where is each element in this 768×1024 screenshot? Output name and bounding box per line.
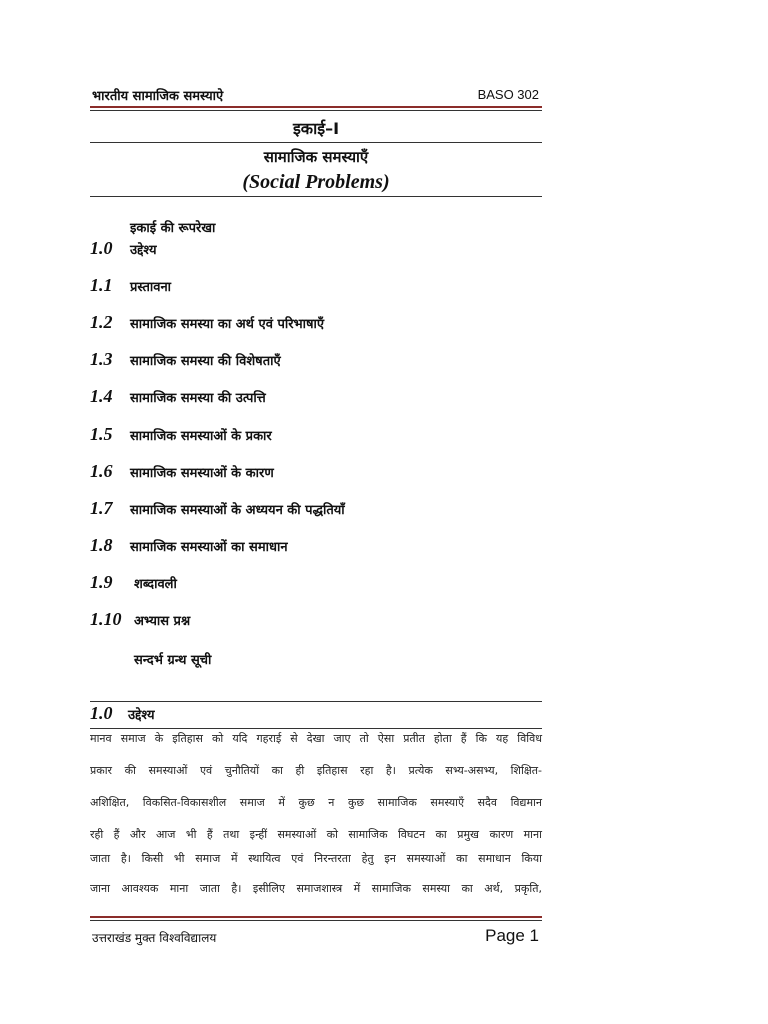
outline-item-label: सामाजिक समस्या की उत्पत्ति: [130, 391, 266, 406]
header-rule-red: [90, 106, 542, 108]
outline-item-label: उद्देश्य: [130, 243, 157, 258]
paragraph-line: अशिक्षित, विकसित-विकासशील समाज में कुछ न कुछ सामाजिक समस्याएँ सदैव विद्यमान: [90, 796, 542, 809]
outline-item-number: 1.3: [90, 349, 113, 369]
paragraph-line: जाता है। किसी भी समाज में स्थायित्व एवं निरन्तरता हेतु इन समस्याओं का समाधान किया: [90, 852, 542, 865]
outline-item-label: शब्दावली: [134, 577, 177, 592]
outline-item-label: सामाजिक समस्याओं के कारण: [130, 466, 274, 481]
outline-item: [90, 386, 266, 410]
references-heading: सन्दर्भ ग्रन्थ सूची: [134, 653, 212, 668]
section-heading: [90, 703, 154, 724]
outline-item-label: सामाजिक समस्या का अर्थ एवं परिभाषाएँ: [130, 317, 325, 332]
footer-rule-red: [90, 916, 542, 918]
outline-item-number: 1.5: [90, 424, 113, 444]
outline-item-number: 1.4: [90, 386, 113, 406]
paragraph-line: प्रकार की समस्याओं एवं चुनौतियों का ही इतिहास रहा है। प्रत्येक सभ्य-असभ्य, शिक्षित-: [90, 764, 542, 777]
unit-title: इकाई–I: [292, 119, 340, 138]
section-title: उद्देश्य: [128, 708, 155, 723]
paragraph-line: जाना आवश्यक माना जाता है। इसीलिए समाजशास्त्र में सामाजिक समस्या का अर्थ, प्रकृति,: [90, 882, 542, 895]
section-number: 1.0: [90, 703, 113, 723]
outline-item: [90, 312, 324, 336]
outline-item: [90, 275, 171, 299]
outline-item-label: प्रस्तावना: [130, 280, 172, 295]
outline-item-label: सामाजिक समस्याओं का समाधान: [130, 540, 288, 555]
running-header-code: BASO 302: [477, 87, 539, 102]
paragraph-line: रही हैं और आज भी हैं तथा इन्हीं समस्याओं को सामाजिक विघटन का प्रमुख कारण माना: [90, 828, 542, 841]
outline-item: [90, 238, 156, 262]
outline-heading: इकाई की रूपरेखा: [130, 221, 216, 236]
outline-item-number: 1.6: [90, 461, 113, 481]
outline-item-number: 1.10: [90, 609, 122, 629]
outline-item: [90, 349, 281, 373]
section-rule-bottom: [90, 728, 542, 729]
section-rule-top: [90, 701, 542, 702]
outline-item-number: 1.1: [90, 275, 113, 295]
outline-item-number: 1.2: [90, 312, 113, 332]
footer-university: उत्तराखंड मुक्त विश्वविद्यालय: [92, 931, 217, 945]
outline-item-number: 1.8: [90, 535, 113, 555]
outline-item-number: 1.9: [90, 572, 113, 592]
outline-item: [90, 609, 190, 633]
header-rule-dark: [90, 110, 542, 111]
outline-item-label: सामाजिक समस्या की विशेषताएँ: [130, 354, 281, 369]
outline-item: [90, 424, 272, 448]
outline-item: [90, 498, 345, 522]
paragraph-line: मानव समाज के इतिहास को यदि गहराई से देखा जाए तो ऐसा प्रतीत होता हैं कि यह विविध: [90, 732, 542, 745]
outline-item-number: 1.7: [90, 498, 113, 518]
running-header-title: भारतीय सामाजिक समस्याऐ: [92, 89, 224, 104]
outline-item: [90, 535, 288, 559]
unit-subtitle-hindi: सामाजिक समस्याएँ: [263, 148, 369, 166]
unit-subtitle-rule: [90, 196, 542, 197]
footer-rule-dark: [90, 920, 542, 921]
outline-item-number: 1.0: [90, 238, 113, 258]
unit-subtitle-english: (Social Problems): [242, 171, 390, 193]
outline-item-label: सामाजिक समस्याओं के अध्ययन की पद्धतियाँ: [130, 503, 345, 518]
outline-item-label: अभ्यास प्रश्न: [134, 614, 191, 629]
page-number: Page 1: [485, 926, 539, 945]
outline-item: [90, 461, 274, 485]
unit-title-rule: [90, 142, 542, 143]
outline-item: [90, 572, 177, 596]
outline-item-label: सामाजिक समस्याओं के प्रकार: [130, 429, 272, 444]
